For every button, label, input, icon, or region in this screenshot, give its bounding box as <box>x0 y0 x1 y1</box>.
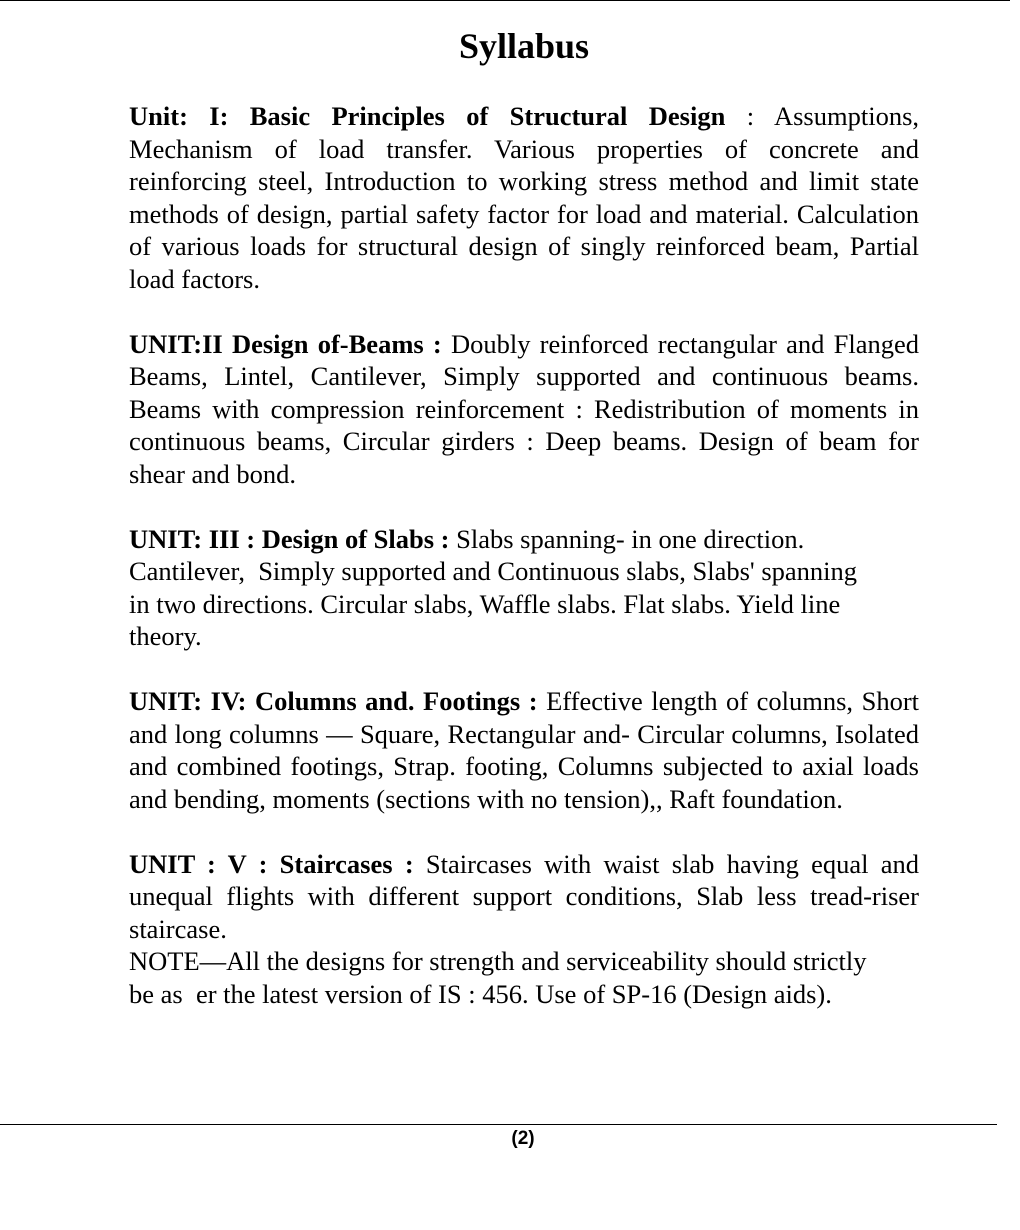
unit-5-separator <box>414 849 426 879</box>
unit-1-separator: : <box>725 101 774 131</box>
page-title: Syllabus <box>458 26 590 66</box>
page-number: (2) <box>511 1128 535 1149</box>
unit-1-body: Assumptions, Mechanism of load transfer. Various properties of concrete and reinforcing steel, Introduction to working stress method and limit state methods of design, partial safety factor for load and material. Calculation of various loads for structural design of singly reinforced beam, Partial load factors. <box>129 101 920 294</box>
note-line-2: be as er the latest version of IS : 456. Use of SP-16 (Design aids). <box>129 978 832 1009</box>
unit-2-section <box>129 328 919 491</box>
unit-3-line-3: in two directions. Circular slabs, Waffle slabs. Flat slabs. Yield line <box>129 588 841 619</box>
unit-1-paragraph <box>129 100 919 295</box>
unit-3-line-4: theory. <box>129 621 202 651</box>
unit-4-separator <box>538 686 547 716</box>
bottom-rule <box>0 1124 997 1125</box>
unit-3-body: Slabs spanning- in one direction. <box>456 523 805 554</box>
unit-2-heading: UNIT:II Design of-Beams : <box>129 328 442 359</box>
top-rule <box>0 0 1010 1</box>
unit-5-body: Staircases with waist slab having equal and unequal flights with different support conditions, Slab less tread-riser staircase. <box>129 848 920 944</box>
unit-4-body: Effective length of columns, Short and long columns — Square, Rectangular and- Circular columns, Isolated and combined footings, Strap. footing, Columns subjected to axial loads and bending, moments (sections with no tension),, Raft foundation. <box>129 686 920 814</box>
unit-5-paragraph <box>129 848 919 946</box>
unit-4-heading: UNIT: IV: Columns and. Footings : <box>129 686 538 716</box>
unit-4-paragraph <box>129 685 919 815</box>
unit-3-line-2: Cantilever, Simply supported and Continuous slabs, Slabs' spanning <box>129 556 858 586</box>
unit-3-heading: UNIT: III : Design of Slabs : <box>129 523 450 554</box>
syllabus-body <box>129 100 919 1010</box>
unit-3-line-1 <box>129 523 919 556</box>
unit-1-section <box>129 100 919 295</box>
unit-2-body: Doubly reinforced rectangular and Flanged Beams, Lintel, Cantilever, Simply supported and continuous beams. Beams with compression reinforcement : Redistribution of moments in continuous beams, Circular girders : Deep beams. Design of beam for shear and bond. <box>129 328 920 489</box>
unit-5-section <box>129 848 919 1011</box>
unit-4-section <box>129 685 919 815</box>
unit-5-heading: UNIT : V : Staircases : <box>129 848 414 879</box>
unit-2-separator <box>442 329 451 359</box>
note-line-1: NOTE—All the designs for strength and serviceability should strictly <box>129 946 867 976</box>
unit-3-section <box>129 523 919 653</box>
unit-1-heading: Unit: I: Basic Principles of Structural Design <box>129 101 726 131</box>
unit-2-paragraph <box>129 328 919 491</box>
